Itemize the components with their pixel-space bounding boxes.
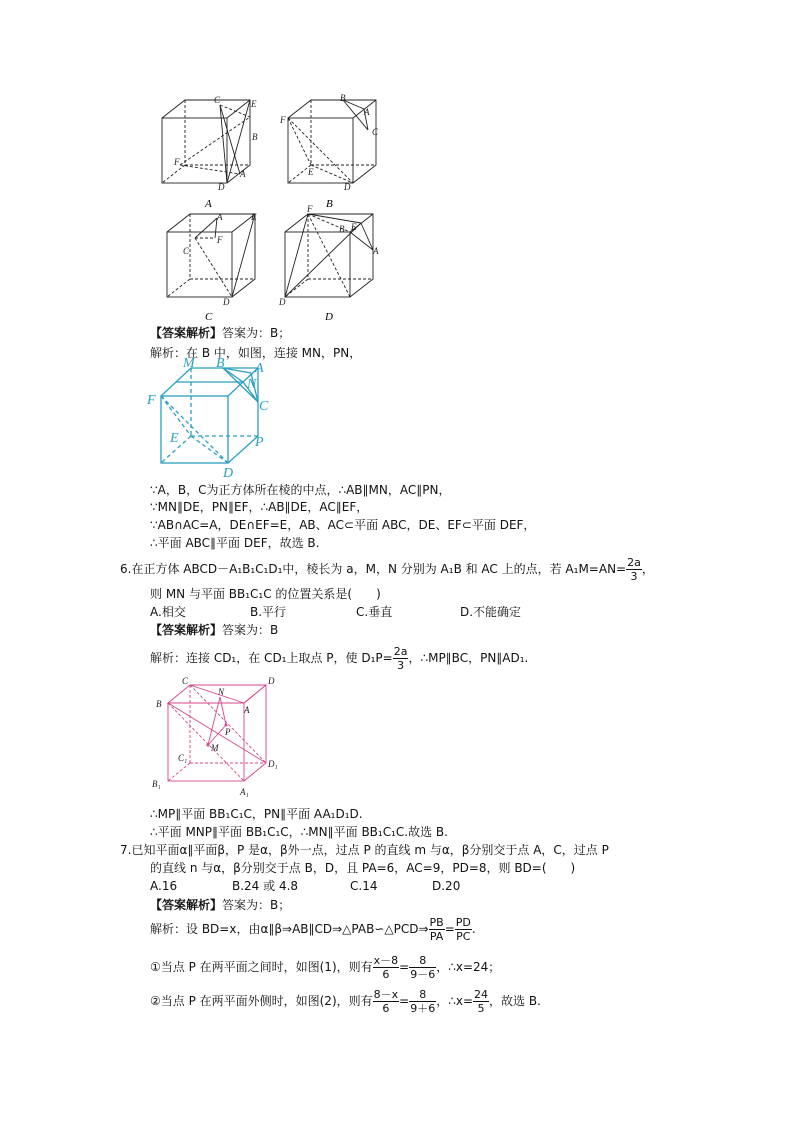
q6-fig-label-d1: D₁ (268, 759, 278, 769)
q6-fig-label-b1: B₁ (152, 779, 161, 789)
fig-b-label-b: B (340, 93, 346, 103)
q7-case1-frac-2 (409, 954, 436, 981)
q6-fig-label-d: D (268, 676, 275, 686)
q6-stem-line-2: 则 MN 与平面 BB₁C₁C 的位置关系是( ) (150, 587, 381, 601)
q7-answer-tag: 【答案解析】 (150, 898, 223, 912)
q6-option-d: D.不能确定 (460, 605, 522, 619)
q7-answer-line (150, 897, 290, 913)
q7-case1-f2-num: 8 (409, 954, 436, 968)
q5-cube-figure (143, 356, 283, 481)
q7-analysis-line: 解析：设 BD=x，由α∥β⇒AB∥CD⇒△PAB∽△PCD⇒ $\frac{PB}{PA}$ = $\frac{PD}{PC}$ . (150, 916, 476, 943)
figure-option-a (150, 95, 280, 210)
fig-d-caption: D (325, 311, 333, 323)
fig-b-label-f: F (280, 115, 286, 125)
q6-stem-line-1 (120, 556, 654, 583)
fig-a-label-f: F (174, 157, 180, 167)
fig-d-label-b: B (339, 224, 345, 234)
q7-f2-num: PD (455, 916, 471, 929)
q6-answer-tag: 【答案解析】 (150, 623, 223, 637)
q7-stem-line-1: 7.已知平面α∥平面β，P 是α，β外一点，过点 P 的直线 m 与α，β分别交于点 A，C，过点 P (120, 843, 609, 857)
q6-fig-label-b: B (156, 699, 162, 709)
q7-case-1: ①当点 P 在两平面之间时，如图(1)，则有 $\frac{x-8}{6}$ = $\frac{8}{9-6}$ ，∴x=24； (150, 954, 501, 981)
q6-fig-label-c: C (182, 676, 189, 686)
q7-case1-b: ，∴x=24； (436, 960, 501, 974)
q7-case2-f3-num: 24 (474, 988, 488, 1001)
q5-fig-label-m: M (183, 356, 195, 371)
q7-option-b: B.24 或 4.8 (232, 879, 299, 893)
q7-case2-f2-den: 9＋6 (410, 1002, 436, 1015)
fig-c-label-d: D (223, 297, 230, 307)
q5-line-1: ∵A，B，C为正方体所在棱的中点，∴AB∥MN，AC∥PN， (150, 483, 451, 497)
q5-analysis: 解析：在 B 中，如图，连接 MN，PN， (150, 346, 362, 360)
q6-analysis-a: 解析：连接 CD₁，在 CD₁上取点 P，使 D₁P= (150, 651, 393, 665)
fig-c-label-a: A (217, 212, 223, 222)
q6-fig-label-n: N (218, 687, 225, 697)
q7-option-a: A.16 (150, 879, 178, 893)
q6-fig-label-c1: C₁ (178, 753, 188, 763)
q7-case2-f3-den: 5 (477, 1002, 485, 1015)
q6-analysis-fraction-num: 2a (393, 645, 408, 658)
q5-fig-label-f: F (147, 393, 156, 408)
q6-stem-a: 6.在正方体 ABCD－A₁B₁C₁D₁中，棱长为 a，M，N 分别为 A₁B 和 AC 上的点，若 A₁M=AN= (120, 562, 627, 576)
figure-option-b (278, 95, 408, 210)
figure-option-d (275, 204, 405, 325)
fig-c-label-c: C (183, 246, 190, 256)
q5-answer-line (150, 325, 290, 341)
q5-answer: 答案为：B； (222, 326, 291, 340)
q7-case2-f2-num: 8 (409, 988, 436, 1002)
q5-line-4: ∴平面 ABC∥平面 DEF，故选 B. (150, 536, 320, 550)
q7-case1-f2-den: 9－6 (410, 968, 436, 981)
q6-answer-line (150, 622, 278, 638)
q6-fig-label-a: A (244, 705, 250, 715)
q6-fig-label-a1: A₁ (240, 787, 249, 797)
q7-f1-den: PA (429, 930, 444, 943)
fig-a-label-b: B (252, 132, 258, 142)
fig-a-label-c: C (214, 95, 221, 105)
q7-case1-f1-num: x－8 (373, 954, 399, 967)
q7-stem-line-2: 的直线 n 与α，β分别交于点 B，D，且 PA=6，AC=9，PD=8，则 BD=( ) (150, 861, 576, 875)
q7-option-d: D.20 (432, 879, 461, 893)
fig-a-label-d: D (218, 182, 225, 192)
q6-fig-label-m: M (211, 743, 219, 753)
q6-analysis-fraction (393, 645, 409, 672)
fig-d-label-d: D (279, 297, 286, 307)
q7-option-c: C.14 (350, 879, 378, 893)
fig-b-caption: B (326, 198, 333, 210)
q7-case2-a: ②当点 P 在两平面外侧时，如图(2)，则有 (150, 994, 373, 1008)
q7-analysis-text: 解析：设 BD=x，由α∥β⇒AB∥CD⇒△PAB∽△PCD⇒ (150, 922, 429, 936)
q6-fraction-den: 3 (630, 570, 638, 583)
q5-line-3: ∵AB∩AC=A，DE∩EF=E，AB、AC⊂平面 ABC，DE、EF⊂平面 DEF， (150, 518, 536, 532)
q5-fig-label-c: C (259, 399, 269, 414)
q6-analysis-fraction-den: 3 (397, 659, 405, 672)
q5-fig-label-b: B (216, 356, 225, 371)
q7-case2-c: ，故选 B. (489, 994, 541, 1008)
q6-answer: 答案为：B (222, 623, 279, 637)
q7-case2-f1-den: 6 (382, 1002, 390, 1015)
q5-fig-label-p: P (255, 435, 264, 450)
q5-fig-label-e: E (170, 431, 179, 446)
fig-b-label-d: D (344, 182, 351, 192)
q7-f2-den: PC (456, 930, 471, 943)
q7-case2-frac-3 (473, 988, 489, 1015)
fig-d-label-a: A (373, 246, 379, 256)
fig-b-label-c: C (372, 127, 379, 137)
q6-line-1: ∴MP∥平面 BB₁C₁C，PN∥平面 AA₁D₁D. (150, 807, 363, 821)
fig-d-label-f: F (307, 204, 313, 214)
fig-c-label-f: F (217, 235, 223, 245)
q6-option-b: B.平行 (250, 605, 287, 619)
fig-c-caption: C (205, 311, 213, 323)
fig-a-caption: A (205, 198, 212, 210)
q7-case1-a: ①当点 P 在两平面之间时，如图(1)，则有 (150, 960, 373, 974)
q7-fraction-pb-pa (429, 916, 445, 943)
fig-a-label-e: E (251, 99, 257, 109)
q7-case1-frac-1 (373, 954, 400, 981)
q5-fig-label-n: N (247, 377, 257, 392)
q6-option-c: C.垂直 (356, 605, 393, 619)
q6-analysis-b: ，∴MP∥BC，PN∥AD₁. (408, 651, 529, 665)
q5-fig-label-d: D (223, 466, 234, 481)
q6-cube-figure (148, 675, 288, 800)
q5-line-2: ∵MN∥DE，PN∥EF，∴AB∥DE，AC∥EF， (150, 500, 369, 514)
q7-answer: 答案为：B； (222, 898, 291, 912)
q7-case2-frac-2 (409, 988, 436, 1015)
q6-stem-b: ， (641, 562, 654, 576)
fig-a-label-a: A (240, 169, 246, 179)
q6-fraction (626, 556, 642, 583)
q7-case-2: ②当点 P 在两平面外侧时，如图(2)，则有 $\frac{8-x}{6}$ = $\frac{8}{9+6}$ ，∴x= $\frac{24}{5}$ ，故选 B. (150, 988, 541, 1015)
q6-fraction-num: 2a (627, 556, 641, 569)
q5-fig-label-a: A (255, 361, 264, 376)
q7-case2-frac-1 (373, 988, 400, 1015)
fig-b-label-a: A (364, 107, 370, 117)
q6-analysis-line (150, 645, 528, 672)
figure-option-c (155, 210, 275, 325)
fig-d-label-e: E (351, 222, 357, 232)
q6-line-2: ∴平面 MNP∥平面 BB₁C₁C，∴MN∥平面 BB₁C₁C.故选 B. (150, 825, 448, 839)
q7-fraction-pd-pc (455, 916, 472, 943)
q6-fig-label-p: P (225, 727, 231, 737)
q7-case2-b: ，∴x= (436, 994, 473, 1008)
q5-answer-tag: 【答案解析】 (150, 326, 223, 340)
q7-f1-num: PB (429, 916, 444, 929)
q7-case1-f1-den: 6 (382, 968, 390, 981)
q7-case2-f1-num: 8－x (373, 988, 399, 1001)
fig-b-label-e: E (308, 167, 314, 177)
q6-option-a: A.相交 (150, 605, 186, 619)
fig-c-label-e: E (251, 212, 257, 222)
